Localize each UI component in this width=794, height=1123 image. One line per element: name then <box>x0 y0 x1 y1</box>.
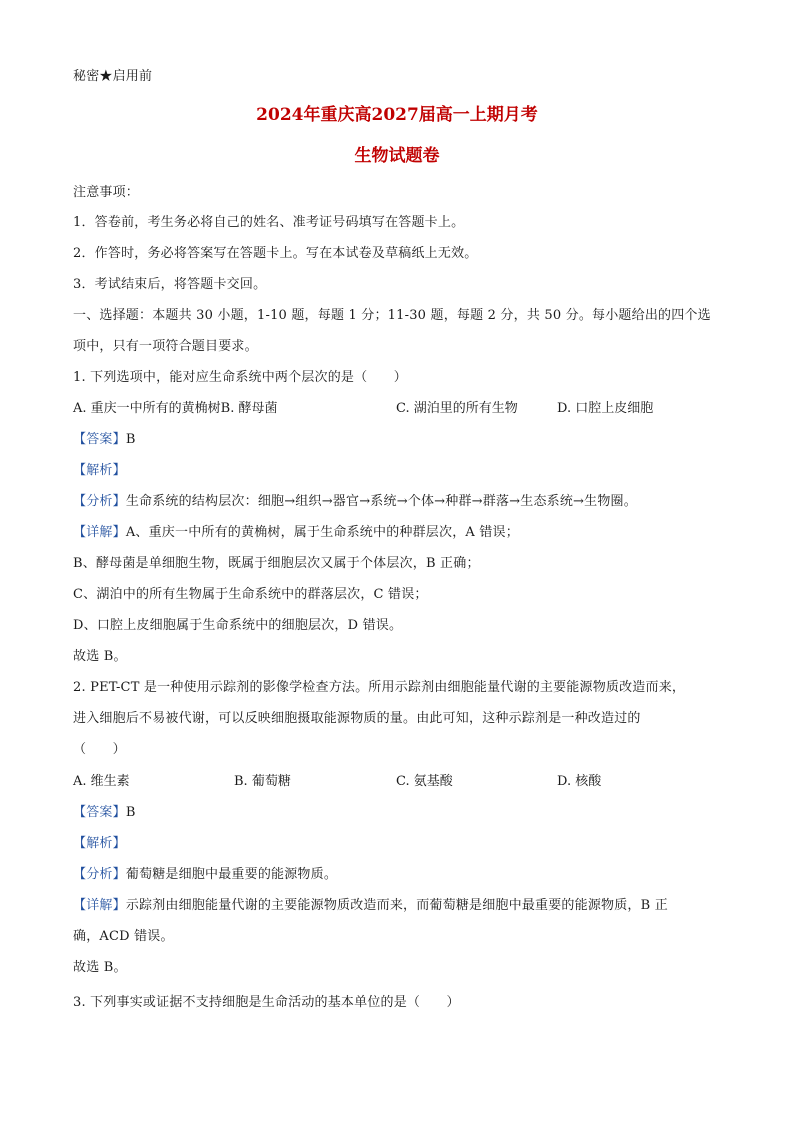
note-item: 2．作答时，务必将答案写在答题卡上。写在本试卷及草稿纸上无效。 <box>73 246 478 261</box>
confidential-label: 秘密★启用前 <box>73 69 153 84</box>
q2-option-c: C. 氨基酸 <box>396 774 453 789</box>
fenxi-text: 生命系统的结构层次：细胞→组织→器官→系统→个体→种群→群落→生态系统→生物圈。 <box>125 494 637 509</box>
detail-tag: 【详解】 <box>73 525 126 540</box>
question-2-stem: 2. PET-CT 是一种使用示踪剂的影像学检查方法。所用示踪剂由细胞能量代谢的主要能源物质改造而来， <box>73 680 686 695</box>
q1-detail-d: D、口腔上皮细胞属于生命系统中的细胞层次，D 错误。 <box>73 618 403 633</box>
q2-option-d: D. 核酸 <box>557 774 602 789</box>
q2-option-a: A. 维生素 <box>73 774 130 789</box>
note-item: 3．考试结束后，将答题卡交回。 <box>73 277 267 292</box>
question-1-stem: 1. 下列选项中，能对应生命系统中两个层次的是（ ） <box>73 370 407 385</box>
q2-detail <box>73 897 668 915</box>
fenxi-tag: 【分析】 <box>73 494 126 509</box>
q1-option-ab: A. 重庆一中所有的黄桷树B. 酵母菌 <box>73 401 278 416</box>
notes-heading: 注意事项： <box>73 185 140 200</box>
q1-analysis-tag <box>73 462 126 480</box>
q1-detail <box>73 524 519 542</box>
q2-detail-cont: 确，ACD 错误。 <box>73 929 174 944</box>
analysis-tag: 【解析】 <box>73 836 126 851</box>
question-2-stem-cont: 进入细胞后不易被代谢，可以反映细胞摄取能源物质的量。由此可知，这种示踪剂是一种改造过的 <box>73 711 641 726</box>
q1-detail-b: B、酵母菌是单细胞生物，既属于细胞层次又属于个体层次，B 正确； <box>73 556 480 571</box>
analysis-tag: 【解析】 <box>73 463 126 478</box>
q2-option-b: B. 葡萄糖 <box>234 774 291 789</box>
answer-tag: 【答案】 <box>73 432 126 447</box>
q1-fenxi <box>73 493 637 511</box>
question-2-bracket: （ ） <box>73 742 126 757</box>
q2-fenxi <box>73 866 337 884</box>
q1-conclusion: 故选 B。 <box>73 649 127 664</box>
detail-tag: 【详解】 <box>73 898 126 913</box>
exam-subtitle: 生物试题卷 <box>354 146 440 166</box>
q1-detail-c: C、湖泊中的所有生物属于生命系统中的群落层次，C 错误； <box>73 587 428 602</box>
q1-answer <box>73 431 136 449</box>
answer-value: B <box>125 432 136 447</box>
q2-conclusion: 故选 B。 <box>73 960 127 975</box>
section-instructions-cont: 项中，只有一项符合题目要求。 <box>73 339 258 354</box>
q2-answer <box>73 804 136 822</box>
question-3-stem: 3. 下列事实或证据不支持细胞是生命活动的基本单位的是（ ） <box>73 995 460 1010</box>
q2-analysis-tag <box>73 835 126 853</box>
answer-value: B <box>125 805 136 820</box>
answer-tag: 【答案】 <box>73 805 126 820</box>
note-item: 1．答卷前，考生务必将自己的姓名、准考证号码填写在答题卡上。 <box>73 215 465 230</box>
q1-option-c: C. 湖泊里的所有生物 <box>396 401 518 416</box>
q1-option-d: D. 口腔上皮细胞 <box>557 401 654 416</box>
detail-text: A、重庆一中所有的黄桷树，属于生命系统中的种群层次，A 错误； <box>125 525 519 540</box>
fenxi-tag: 【分析】 <box>73 867 126 882</box>
fenxi-text: 葡萄糖是细胞中最重要的能源物质。 <box>125 867 338 882</box>
section-instructions: 一、选择题：本题共 30 小题，1-10 题，每题 1 分；11-30 题，每题 2 分，共 50 分。每小题给出的四个选 <box>73 308 711 323</box>
detail-text: 示踪剂由细胞能量代谢的主要能源物质改造而来，而葡萄糖是细胞中最重要的能源物质，B 正 <box>125 898 668 913</box>
exam-title: 2024年重庆高2027届高一上期月考 <box>256 105 538 125</box>
